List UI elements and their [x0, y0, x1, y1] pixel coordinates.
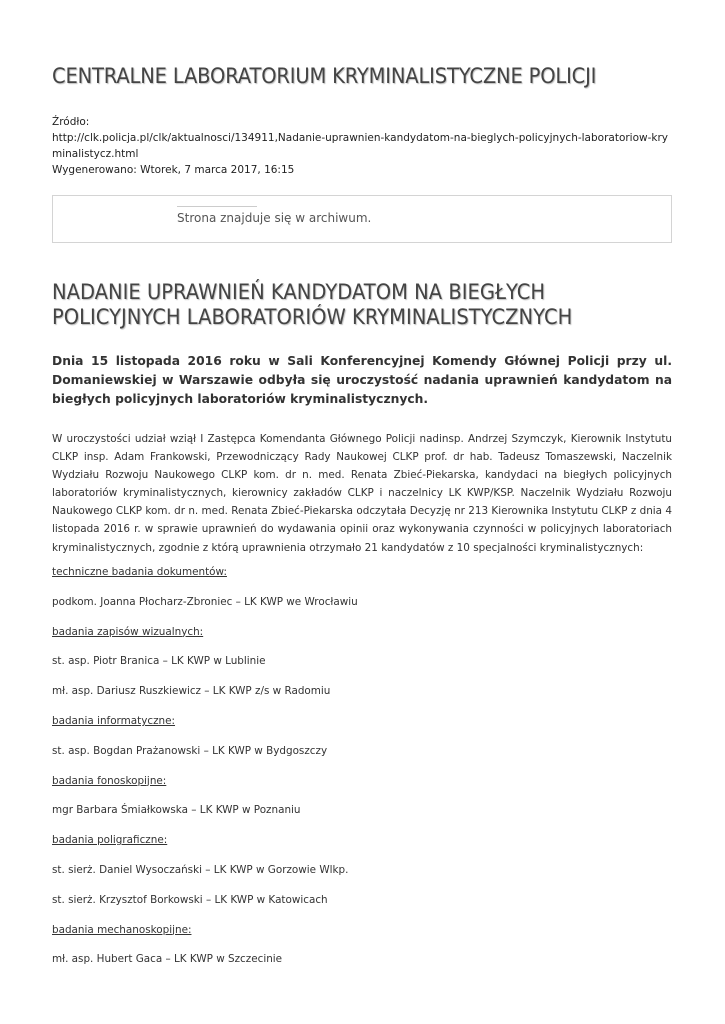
list-item: mł. asp. Hubert Gaca – LK KWP w Szczecinie	[52, 953, 283, 966]
category-heading: badania poligraficzne:	[52, 834, 168, 847]
document-meta	[52, 114, 674, 178]
list-item: st. sierż. Krzysztof Borkowski – LK KWP w Katowicach	[52, 893, 328, 906]
source-label: Źródło:	[52, 116, 90, 128]
category-heading: badania mechanoskopijne:	[52, 923, 192, 936]
list-item: mgr Barbara Śmiałkowska – LK KWP w Poznaniu	[52, 804, 301, 817]
source-url[interactable]: http://clk.policja.pl/clk/aktualnosci/134911,Nadanie-uprawnien-kandydatom-na-bieglych-policyjnych-laboratoriow-kryminalistycz.html	[52, 132, 669, 160]
article-title: NADANIE UPRAWNIEŃ KANDYDATOM NA BIEGŁYCH POLICYJNYCH LABORATORIÓW KRYMINALISTYCZNYCH	[52, 280, 573, 329]
category-heading: badania informatyczne:	[52, 714, 176, 727]
generated-timestamp: Wygenerowano: Wtorek, 7 marca 2017, 16:15	[52, 164, 295, 176]
list-item: podkom. Joanna Płocharz-Zbroniec – LK KWP we Wrocławiu	[52, 595, 358, 608]
category-heading: techniczne badania dokumentów:	[52, 566, 227, 578]
article-body: W uroczystości udział wziął I Zastępca Komendanta Głównego Policji nadinsp. Andrzej Szymczyk, Kierownik Instytutu CLKP insp. Adam Frankowski, Przewodniczący Rady Naukowej CLKP prof. dr hab. Tadeusz Tomaszewski, Naczelnik Wydziału Rozwoju Naukowego CLKP kom. dr n. med. Renata Zbieć-Piekarska, kandydaci na biegłych policyjnych laboratoriów kryminalistycznych, kierownicy zakładów CLKP i naczelnicy LK KWP/KSP. Naczelnik Wydziału Rozwoju Naukowego CLKP kom. dr n. med. Renata Zbieć-Piekarska odczytała Decyzję nr 213 Kierownika Instytutu CLKP z dnia 4 listopada 2016 r. w sprawie uprawnień do wydawania opinii oraz wykonywania czynności w policyjnych laboratoriach kryminalistycznych, zgodnie z którą uprawnienia otrzymało 21 kandydatów z 10 specjalności kryminalistycznych:	[52, 433, 672, 554]
article-lead: Dnia 15 listopada 2016 roku w Sali Konferencyjnej Komendy Głównej Policji przy ul. Domaniewskiej w Warszawie odbyła się uroczystość nadania uprawnień kandydatom na biegłych policyjnych laboratoriów kryminalistycznych.	[52, 354, 672, 406]
list-item: st. sierż. Daniel Wysoczański – LK KWP w Gorzowie Wlkp.	[52, 863, 349, 876]
list-item: st. asp. Bogdan Prażanowski – LK KWP w Bydgoszczy	[52, 744, 328, 757]
specialty-list	[52, 564, 672, 981]
list-item: st. asp. Piotr Branica – LK KWP w Lublinie	[52, 655, 266, 668]
category-heading: badania zapisów wizualnych:	[52, 625, 204, 638]
archive-notice: Strona znajduje się w archiwum.	[177, 211, 372, 225]
category-heading: badania fonoskopijne:	[52, 774, 167, 787]
archive-divider	[177, 206, 257, 207]
site-title: CENTRALNE LABORATORIUM KRYMINALISTYCZNE POLICJI	[52, 64, 597, 88]
list-item: mł. asp. Dariusz Ruszkiewicz – LK KWP z/s w Radomiu	[52, 685, 331, 698]
archive-notice-box	[52, 195, 672, 243]
